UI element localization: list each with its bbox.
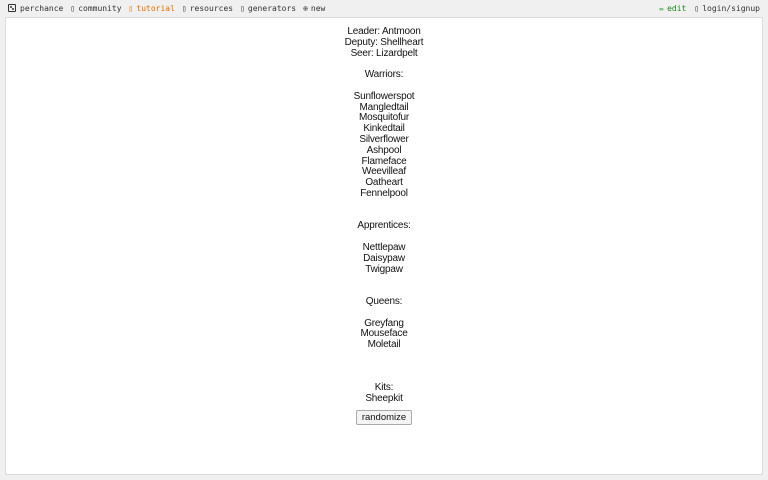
nav-left [8, 4, 332, 13]
queens-heading: Queens: [365, 295, 403, 307]
apprentices-heading: Apprentices: [357, 220, 411, 232]
warrior-name: Weevilleaf [362, 166, 406, 178]
randomize-button[interactable]: randomize [356, 410, 412, 425]
warrior-name: Ashpool [366, 144, 402, 156]
warriors-heading: Warriors: [364, 69, 404, 81]
book-icon: ▯ [128, 3, 134, 13]
nav-tutorial-label: tutorial [136, 3, 175, 13]
nav-community-label: community [78, 3, 122, 13]
pencil-icon: ✏ [659, 3, 665, 13]
box-icon: ▯ [181, 3, 187, 13]
nav-generators-link[interactable] [240, 4, 296, 13]
nav-edit-label: edit [667, 3, 687, 13]
plus-circle-icon: ⊕ [303, 3, 308, 13]
nav-login-link[interactable] [694, 4, 760, 13]
leader-line: Leader: Antmoon [347, 26, 421, 37]
warrior-name: Fennelpool [360, 187, 408, 199]
nav-edit-link[interactable] [659, 4, 686, 13]
clan-output [6, 27, 762, 425]
nav-resources-link[interactable] [182, 4, 233, 13]
nav-new-label: new [310, 3, 326, 13]
nav-login-label: login/signup [702, 3, 760, 13]
warrior-name: Mosquitofur [358, 112, 410, 124]
seer-line: Seer: Lizardpelt [350, 47, 418, 59]
nav-resources-label: resources [189, 3, 234, 13]
warrior-name: Silverflower [359, 133, 409, 145]
nav-new-link[interactable] [303, 4, 325, 13]
chat-icon: ▯ [70, 3, 76, 13]
nav-community-link[interactable] [70, 4, 121, 13]
apprentice-name: Nettlepaw [362, 241, 406, 253]
top-nav-bar [0, 0, 768, 16]
apprentice-name: Daisypaw [363, 252, 405, 264]
nav-home-label: perchance [20, 3, 64, 13]
deputy-line: Deputy: Shellheart [344, 36, 424, 48]
generator-output-panel [5, 17, 763, 475]
queen-name: Mouseface [360, 328, 408, 340]
kit-name: Sheepkit [365, 393, 403, 405]
nav-generators-label: generators [247, 3, 297, 13]
kits-heading: Kits: [374, 382, 394, 394]
user-icon: ▯ [694, 3, 700, 13]
apprentice-name: Twigpaw [365, 263, 403, 275]
queen-name: Moletail [367, 339, 401, 351]
queen-name: Greyfang [364, 317, 404, 329]
warrior-name: Mangledtail [359, 101, 409, 113]
warrior-name: Kinkedtail [363, 123, 405, 135]
nav-right [651, 4, 760, 13]
warrior-name: Sunflowerspot [353, 90, 415, 102]
dice-logo-icon [8, 4, 16, 12]
nav-home-link[interactable] [8, 4, 63, 13]
button-wrap [6, 410, 762, 425]
warrior-name: Flameface [361, 155, 407, 167]
warrior-name: Oatheart [365, 177, 403, 189]
list-icon: ▯ [240, 3, 245, 13]
nav-tutorial-link[interactable] [129, 4, 175, 13]
